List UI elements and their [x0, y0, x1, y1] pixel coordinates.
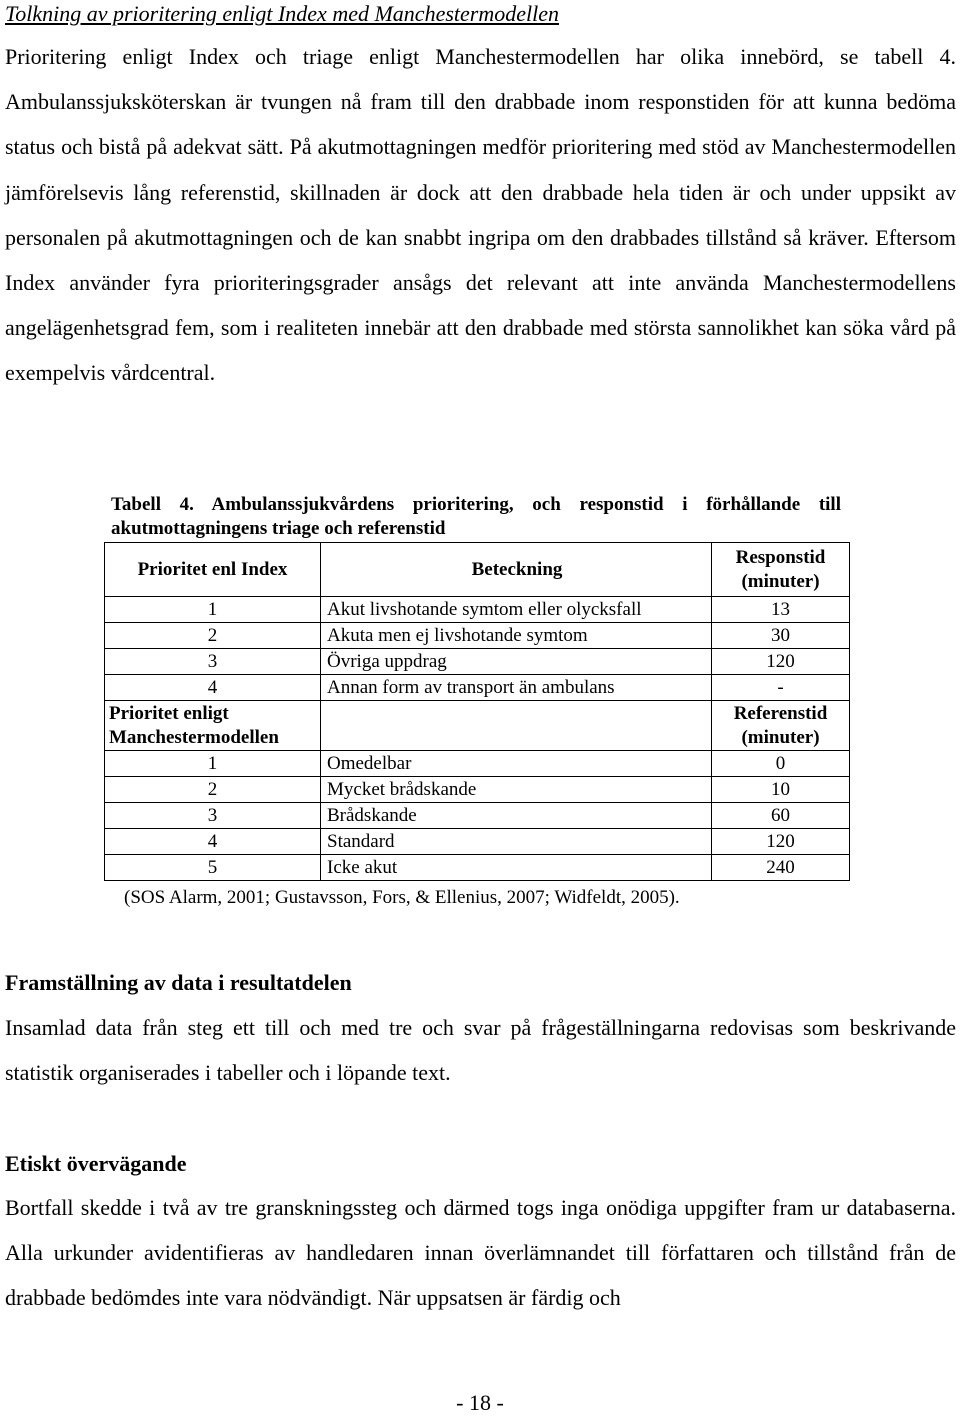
table-row — [105, 829, 850, 855]
table-row — [105, 649, 850, 675]
table-row — [105, 777, 850, 803]
cell-label: Omedelbar — [321, 751, 712, 777]
triage-table — [104, 542, 850, 881]
table-source: (SOS Alarm, 2001; Gustavsson, Fors, & Ellenius, 2007; Widfeldt, 2005). — [124, 887, 680, 908]
cell-time: 120 — [712, 649, 850, 675]
cell-priority: 2 — [105, 777, 321, 803]
subheader-priority-manchester: Prioritet enligt Manchestermodellen — [105, 701, 321, 751]
cell-priority: 3 — [105, 803, 321, 829]
cell-priority: 5 — [105, 855, 321, 881]
cell-priority: 2 — [105, 623, 321, 649]
cell-time: 0 — [712, 751, 850, 777]
header-response-time: Responstid (minuter) — [712, 543, 850, 597]
cell-time: 10 — [712, 777, 850, 803]
page-number: - 18 - — [456, 1390, 504, 1415]
cell-priority: 1 — [105, 751, 321, 777]
header-priority-index: Prioritet enl Index — [105, 543, 321, 597]
table-caption: Tabell 4. Ambulanssjukvårdens prioritering, och responstid i förhållande till akutmottagningens triage och referenstid — [111, 494, 841, 539]
cell-time: 30 — [712, 623, 850, 649]
cell-time: 60 — [712, 803, 850, 829]
table-row — [105, 855, 850, 881]
cell-time: - — [712, 675, 850, 701]
table-row — [105, 751, 850, 777]
cell-label: Akuta men ej livshotande symtom — [321, 623, 712, 649]
table-row — [105, 803, 850, 829]
cell-label: Akut livshotande symtom eller olycksfall — [321, 597, 712, 623]
cell-priority: 4 — [105, 675, 321, 701]
cell-priority: 4 — [105, 829, 321, 855]
cell-label: Annan form av transport än ambulans — [321, 675, 712, 701]
cell-priority: 1 — [105, 597, 321, 623]
table-subheader-row — [105, 701, 850, 751]
cell-label: Standard — [321, 829, 712, 855]
cell-label: Icke akut — [321, 855, 712, 881]
cell-time: 240 — [712, 855, 850, 881]
table-header-row — [105, 543, 850, 597]
section-heading-ethics: Etiskt övervägande — [5, 1151, 187, 1176]
paragraph-results-data: Insamlad data från steg ett till och med tre och svar på frågeställningarna redovisas som beskrivande statistik organiserades i tabeller och i löpande text. — [5, 1015, 956, 1086]
paragraph-ethics: Bortfall skedde i två av tre granskningssteg och därmed togs inga onödiga uppgifter fram ur databaserna. Alla urkunder avidentifieras av handledaren innan överlämnandet till författaren och tillstånd från de drabbade bedömdes inte vara nödvändigt. När uppsatsen är färdig och — [5, 1195, 956, 1311]
paragraph-prioritization: Prioritering enligt Index och triage enligt Manchestermodellen har olika innebörd, se tabell 4. Ambulanssjuksköterskan är tvungen nå fram till den drabbade inom responstiden för att kunna bedöma status och bistå på adekvat sätt. På akutmottagningen medför prioritering med stöd av Manchestermodellen jämförelsevis lång referenstid, skillnaden är dock att den drabbade hela tiden är och under uppsikt av personalen på akutmottagningen och de kan snabbt ingripa om den drabbades tillstånd så kräver. Eftersom Index använder fyra prioriteringsgrader ansågs det relevant att inte använda Manchestermodellens angelägenhetsgrad fem, som i realiteten innebär att den drabbade med största sannolikhet kan söka vård på exempelvis vårdcentral. — [5, 44, 956, 386]
table-row — [105, 597, 850, 623]
section-heading-results-data: Framställning av data i resultatdelen — [5, 970, 352, 995]
header-designation: Beteckning — [321, 543, 712, 597]
cell-priority: 3 — [105, 649, 321, 675]
cell-label: Brådskande — [321, 803, 712, 829]
subheader-reference-time: Referenstid (minuter) — [712, 701, 850, 751]
subheader-empty-cell — [321, 701, 712, 751]
cell-label: Mycket brådskande — [321, 777, 712, 803]
section-heading-interpretation: Tolkning av prioritering enligt Index med Manchestermodellen — [5, 1, 559, 26]
cell-time: 120 — [712, 829, 850, 855]
table-row — [105, 623, 850, 649]
table-row — [105, 675, 850, 701]
cell-label: Övriga uppdrag — [321, 649, 712, 675]
cell-time: 13 — [712, 597, 850, 623]
